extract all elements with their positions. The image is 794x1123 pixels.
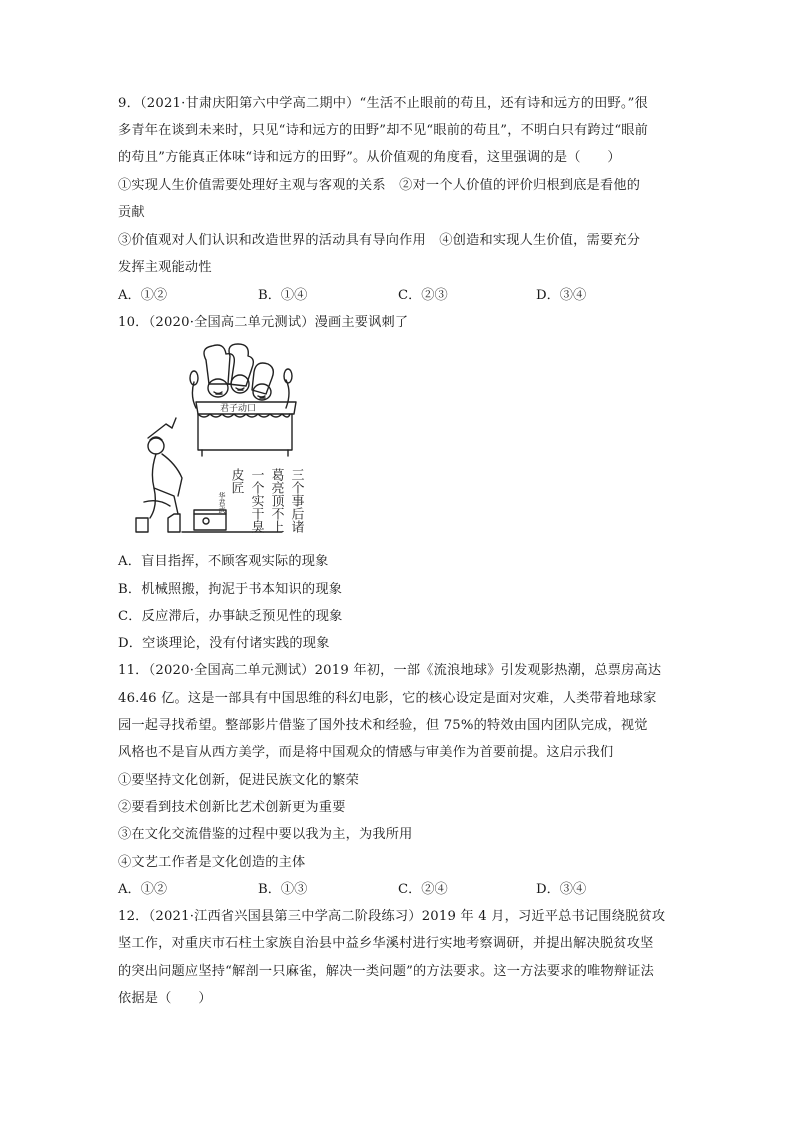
cartoon-column-text-2: 葛亮顶不上: [268, 468, 284, 533]
question-11-statement-1: ①要坚持文化创新，促进民族文化的繁荣: [118, 773, 359, 788]
ladle-right: [284, 369, 292, 383]
question-9-line-2: 多青年在谈到未来时，只见“诗和远方的田野”却不见“眼前的苟且”，不明白只有跨过“眼前: [118, 123, 649, 138]
question-12-line-1: 12．（2021·江西省兴国县第三中学高二阶段练习）2019 年 4 月，习近平总书记围绕脱贫攻: [118, 909, 666, 924]
cartoon-image: [118, 342, 308, 542]
question-11-statement-3: ③在文化交流借鉴的过程中要以我为主，为我所用: [118, 827, 413, 842]
question-9-statement-3-4: ③价值观对人们认识和改造世界的活动具有导向作用 ④创造和实现人生价值，需要充分: [118, 233, 641, 248]
question-12-line-4: 依据是（ ）: [118, 991, 212, 1006]
cartoon-sign-text: 君子动口: [220, 404, 257, 414]
question-10-option-c[interactable]: C．反应滞后，办事缺乏预见性的现象: [118, 609, 343, 624]
question-9-option-b[interactable]: B．①④: [258, 288, 308, 303]
question-9-option-a[interactable]: A．①②: [118, 288, 168, 303]
worker-boot-1: [136, 518, 148, 532]
question-11-line-1: 11．（2020·全国高二单元测试）2019 年初，一部《流浪地球》引发观影热潮，总票房高达: [118, 663, 662, 678]
question-11-line-4: 风格也不是盲从西方美学，而是将中国观众的情感与审美作为首要前提。这启示我们: [118, 745, 614, 760]
question-11-option-c[interactable]: C．②④: [398, 882, 448, 897]
worker-arm: [162, 454, 182, 496]
question-10-option-b[interactable]: B．机械照搬，拘泥于书本知识的现象: [118, 582, 343, 597]
question-11-statement-4: ④文艺工作者是文化创造的主体: [118, 855, 306, 870]
question-12-line-3: 的突出问题应坚持“解剖一只麻雀，解决一类问题”的方法要求。这一方法要求的唯物辩证法: [118, 964, 654, 979]
question-11-option-b[interactable]: B．①③: [258, 882, 308, 897]
toolbox: [194, 510, 226, 530]
question-9-statement-4-cont: 发挥主观能动性: [118, 260, 212, 275]
table-cloth: [198, 414, 292, 450]
question-9-statement-2-cont: 贡献: [118, 205, 145, 220]
cartoon-column-text-4: 皮匠: [228, 468, 244, 494]
question-9-line-3: 的苟且”方能真正体味“诗和远方的田野”。从价值观的角度看，这里强调的是（ ）: [118, 150, 621, 165]
question-10-stem: 10．（2020·全国高二单元测试）漫画主要讽刺了: [118, 315, 409, 330]
question-9-statement-1-2: ①实现人生价值需要处理好主观与客观的关系 ②对一个人价值的评价归根到底是看他的: [118, 178, 641, 193]
cartoon-column-text-3: 一个实干臭: [248, 468, 264, 533]
question-11-option-a[interactable]: A．①②: [118, 882, 168, 897]
question-11-statement-2: ②要看到技术创新比艺术创新更为重要: [118, 800, 346, 815]
question-9-line-1: 9．（2021·甘肃庆阳第六中学高二期中）“生活不止眼前的苟且，还有诗和远方的田野。”很: [118, 96, 648, 111]
question-11-line-2: 46.46 亿。这是一部具有中国思维的科幻电影，它的核心设定是面对灾难，人类带着地球家: [118, 691, 657, 706]
question-10-option-a[interactable]: A．盲目指挥，不顾客观实际的现象: [118, 554, 329, 569]
question-10-option-d[interactable]: D．空谈理论，没有付诸实践的现象: [118, 636, 330, 651]
worker-arm-raised: [148, 424, 172, 438]
question-11-line-3: 园一起寻找希望。整部影片借鉴了国外技术和经验，但 75%的特效由国内团队完成，视觉: [118, 718, 648, 733]
cartoon-column-text-1: 三个事后诸: [288, 468, 304, 533]
worker-back: [150, 454, 156, 518]
cartoon-author-signature: 华君武: [218, 492, 226, 513]
question-9-option-d[interactable]: D．③④: [536, 288, 587, 303]
question-12-line-2: 坚工作，对重庆市石柱土家族自治县中益乡华溪村进行实地考察调研，并提出解决脱贫攻坚: [118, 936, 654, 951]
question-11-option-d[interactable]: D．③④: [536, 882, 587, 897]
question-9-option-c[interactable]: C．②③: [398, 288, 448, 303]
worker-boot-2: [168, 514, 180, 532]
